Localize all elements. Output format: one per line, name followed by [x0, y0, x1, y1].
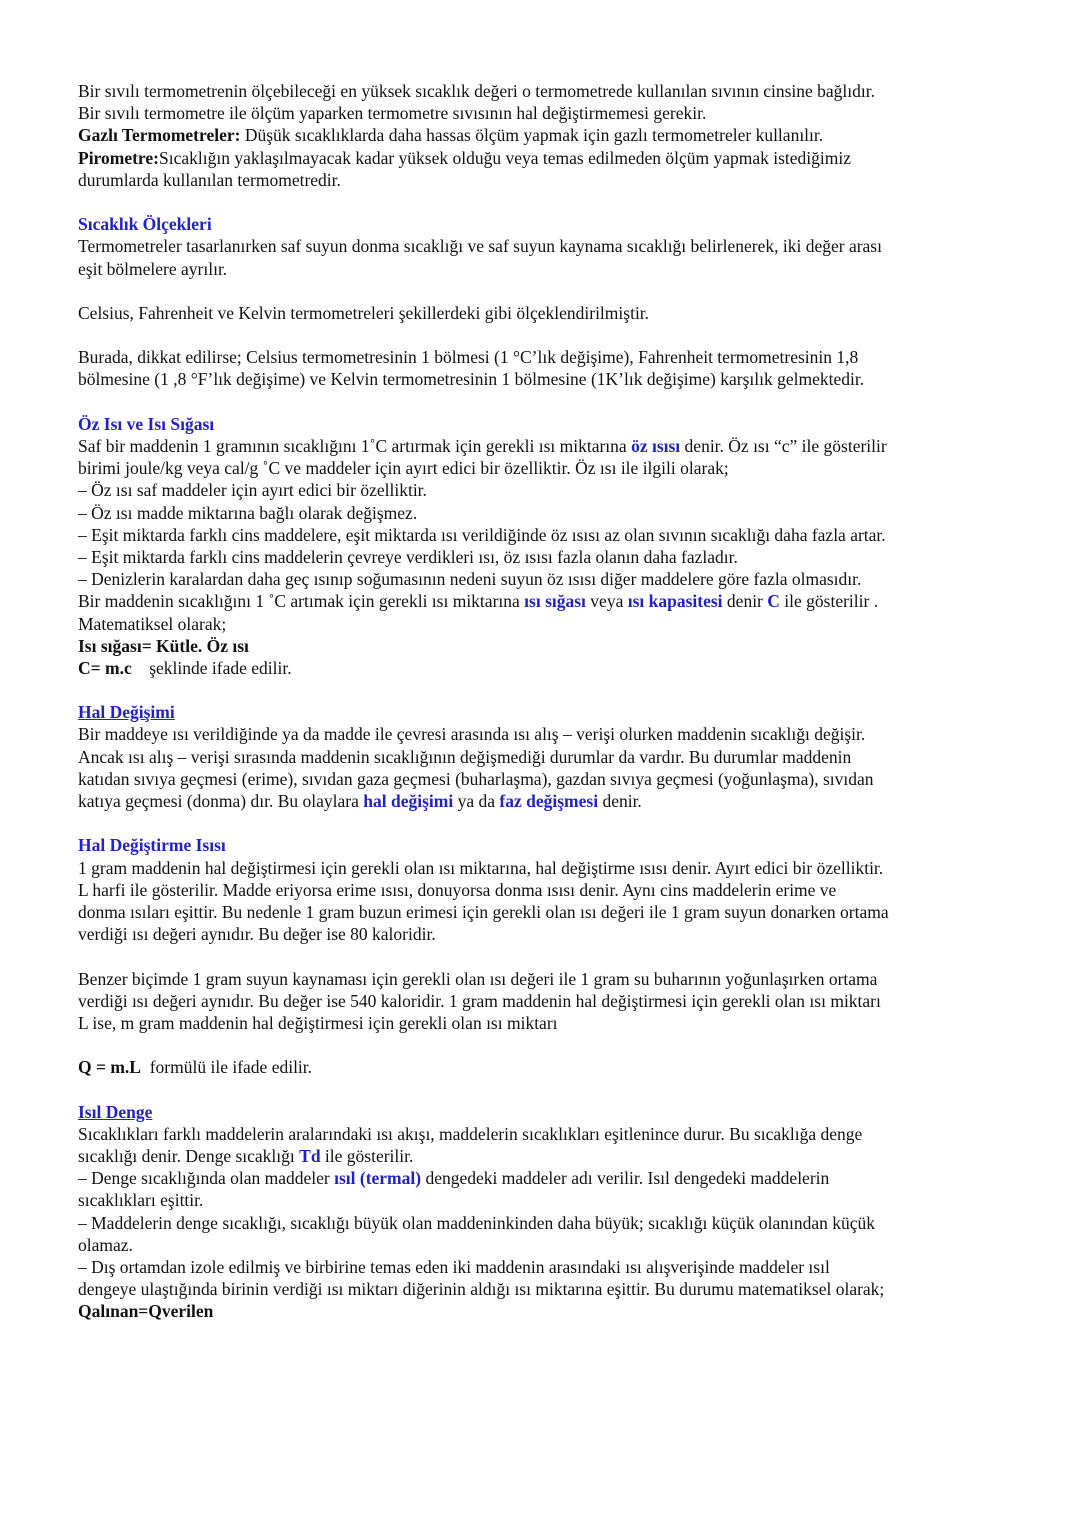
text-line-run: Bir sıvılı termometrenin ölçebileceği en yüksek sıcaklık değeri o termometrede kullanılan sıvının cinsine bağlıdır. — [78, 81, 876, 101]
text-line-run: L harfi ile gösterilir. Madde eriyorsa erime ısısı, donuyorsa donma ısısı denir. Aynı cins maddelerin erime ve — [78, 879, 837, 900]
text-line-run: denir. — [598, 791, 642, 811]
text-line-run: Düşük sıcaklıklarda daha hassas ölçüm yapmak için gazlı termometreler kullanılır. — [240, 125, 824, 146]
text-line — [78, 546, 1010, 568]
text-line-run: – Maddelerin denge sıcaklığı, sıcaklığı büyük olan maddeninkinden daha büyük; sıcaklığı küçük olanından küçük — [78, 1212, 876, 1233]
text-line-run: sıcaklığı denir. Denge sıcaklığı — [78, 1146, 300, 1166]
heading-oz-isi-ve-isi-sigasi — [78, 413, 1010, 435]
text-line-run: – Denge sıcaklığında olan maddeler — [78, 1168, 335, 1189]
text-line — [78, 790, 1010, 812]
text-line — [78, 613, 1010, 635]
text-line — [78, 169, 1010, 191]
text-line-run: – Öz ısı saf maddeler için ayırt edici bir özelliktir. — [78, 480, 427, 501]
text-line — [78, 479, 1010, 501]
text-line-run: öz ısısı — [631, 436, 681, 456]
text-line — [78, 502, 1010, 524]
text-line-run: ısı sığası — [524, 591, 586, 612]
heading-isil-denge-run: Isıl Denge — [78, 1101, 153, 1122]
text-line-run: ısıl (termal) — [334, 1168, 422, 1189]
text-line — [78, 968, 1010, 990]
text-line — [78, 147, 1010, 169]
text-line-run: Bir maddeye ısı verildiğinde ya da madde ile çevresi arasında ısı alış – verişi olurken maddenin sıcaklığı değişir. — [78, 724, 866, 745]
text-line — [78, 1145, 1010, 1167]
text-line — [78, 435, 1010, 457]
text-line-run: dengeye ulaştığında birinin verdiği ısı miktarı diğerinin aldığı ısı miktarına eşittir. Bu durumu matematiksel olarak; — [78, 1279, 885, 1300]
text-line — [78, 768, 1010, 790]
blank-line — [78, 324, 1010, 346]
blank-line — [78, 391, 1010, 413]
text-line — [78, 457, 1010, 479]
text-line-run: veya — [585, 591, 628, 612]
text-line — [78, 80, 1010, 102]
text-line-run: – Dış ortamdan izole edilmiş ve birbirine temas eden iki maddenin arasındaki ısı alışverişinde maddeler ısıl — [78, 1256, 830, 1277]
text-line-run: Bir maddenin sıcaklığını 1 ˚C artımak için gerekli ısı miktarına — [78, 591, 525, 612]
text-line — [78, 124, 1010, 146]
text-line-run: Burada, dikkat edilirse; Celsius termometresinin 1 bölmesi (1 °C’lık değişime), Fahrenheit termometresinin 1,8 — [78, 347, 859, 368]
text-line — [78, 102, 1010, 124]
text-line — [78, 1167, 1010, 1189]
heading-sicaklik-olcekleri-run: Sıcaklık Ölçekleri — [78, 214, 212, 235]
text-line — [78, 990, 1010, 1012]
text-line — [78, 1212, 1010, 1234]
blank-line — [78, 812, 1010, 834]
formula-line-run: formülü ile ifade edilir. — [140, 1057, 313, 1078]
text-line-run: donma ısıları eşittir. Bu nedenle 1 gram buzun erimesi için gerekli olan ısı değeri ile 1 gram suyun donarken ortama — [78, 901, 889, 922]
text-line-run: eşit bölmelere ayrılır. — [78, 258, 228, 279]
blank-line — [78, 1034, 1010, 1056]
blank-line — [78, 280, 1010, 302]
text-line-run: verdiği ısı değeri aynıdır. Bu değer ise 80 kaloridir. — [78, 924, 436, 945]
formula-line — [78, 635, 1010, 657]
text-line — [78, 1189, 1010, 1211]
text-line-run: bölmesine (1 ,8 °F’lık değişime) ve Kelvin termometresinin 1 bölmesine (1K’lık değişime) karşılık gelmektedir. — [78, 369, 865, 390]
text-line — [78, 923, 1010, 945]
heading-sicaklik-olcekleri — [78, 213, 1010, 235]
heading-hal-degistirme-isisi-run: Hal Değiştirme Isısı — [78, 835, 226, 856]
text-line-run: Termometreler tasarlanırken saf suyun donma sıcaklığı ve saf suyun kaynama sıcaklığı belirlenerek, iki değer arası — [78, 236, 882, 257]
text-line-run: Gazlı Termometreler: — [78, 125, 241, 146]
heading-oz-isi-ve-isi-sigasi-run: Öz Isı ve Isı Sığası — [78, 413, 215, 434]
heading-hal-degisimi-run: Hal Değişimi — [78, 702, 175, 723]
text-line — [78, 901, 1010, 923]
text-line-run: birimi joule/kg veya cal/g ˚C ve maddeler için ayırt edici bir özelliktir. Öz ısı ile ilgili olarak; — [78, 458, 729, 479]
text-line-run: denir. Öz ısı “c” ile gösterilir — [680, 436, 887, 456]
text-line-run: durumlarda kullanılan termometredir. — [78, 169, 341, 190]
text-line-run: C — [767, 591, 780, 612]
text-line — [78, 346, 1010, 368]
text-line-run: Benzer biçimde 1 gram suyun kaynaması için gerekli olan ısı değeri ile 1 gram su buharının yoğunlaşırken ortama — [78, 968, 878, 989]
heading-hal-degisimi — [78, 701, 1010, 723]
text-line-run: faz değişmesi — [499, 791, 599, 811]
text-line-run: ya da — [453, 791, 500, 811]
blank-line — [78, 679, 1010, 701]
text-line-run: 1 gram maddenin hal değiştirmesi için gerekli olan ısı miktarına, hal değiştirme ısısı denir. Ayırt edici bir özelliktir. — [78, 857, 884, 878]
text-line — [78, 1278, 1010, 1300]
text-line — [78, 568, 1010, 590]
text-line-run: Pirometre: — [78, 147, 159, 168]
text-line-run: Matematiksel olarak; — [78, 613, 227, 634]
text-line — [78, 235, 1010, 257]
text-line-run: hal değişimi — [363, 791, 454, 811]
text-line — [78, 857, 1010, 879]
text-line-run: Ancak ısı alış – verişi sırasında maddenin sıcaklığının değişmediği durumlar da vardır. Bu durumlar maddenin — [78, 746, 852, 767]
text-line — [78, 258, 1010, 280]
blank-line — [78, 1078, 1010, 1100]
text-line — [78, 368, 1010, 390]
formula-line-run: Isı sığası= Kütle. Öz ısı — [78, 635, 249, 656]
formula-line-run: Qalınan=Qverilen — [78, 1301, 214, 1322]
formula-line-run: şeklinde ifade edilir. — [131, 657, 292, 678]
text-line-run: Saf bir maddenin 1 gramının sıcaklığını 1˚C artırmak için gerekli ısı miktarına — [78, 436, 632, 456]
text-line-run: katıya geçmesi (donma) dır. Bu olaylara — [78, 791, 364, 811]
text-line-run: Sıcaklığın yaklaşılmayacak kadar yüksek olduğu veya temas edilmeden ölçüm yapmak istediğimiz — [158, 147, 852, 168]
text-line — [78, 1012, 1010, 1034]
text-line — [78, 1256, 1010, 1278]
text-line — [78, 302, 1010, 324]
text-line-run: – Denizlerin karalardan daha geç ısınıp soğumasının nedeni suyun öz ısısı diğer maddelere göre fazla olmasıdır. — [78, 569, 862, 590]
text-line-run: L ise, m gram maddenin hal değiştirmesi için gerekli olan ısı miktarı — [78, 1012, 558, 1033]
formula-line — [78, 1056, 1010, 1078]
text-line-run: denir — [722, 591, 768, 612]
text-line-run: Bir sıvılı termometre ile ölçüm yaparken termometre sıvısının hal değiştirmemesi gerekir. — [78, 103, 707, 124]
text-line — [78, 524, 1010, 546]
text-line-run: ısı kapasitesi — [627, 591, 723, 612]
text-line-run: – Eşit miktarda farklı cins maddelerin çevreye verdikleri ısı, öz ısısı fazla olanın daha fazladır. — [78, 546, 738, 567]
document-body — [78, 80, 1010, 1323]
heading-hal-degistirme-isisi — [78, 834, 1010, 856]
text-line-run: ile gösterilir. — [320, 1146, 414, 1166]
text-line — [78, 590, 1010, 612]
text-line-run: Sıcaklıkları farklı maddelerin aralarındaki ısı akışı, maddelerin sıcaklıkları eşitlenince durur. Bu sıcaklığa denge — [78, 1123, 863, 1144]
blank-line — [78, 945, 1010, 967]
formula-line-run: C= m.c — [78, 657, 132, 678]
text-line — [78, 723, 1010, 745]
formula-line — [78, 1300, 1010, 1322]
text-line — [78, 1123, 1010, 1145]
text-line-run: ile gösterilir . — [779, 591, 879, 612]
text-line — [78, 746, 1010, 768]
text-line-run: olamaz. — [78, 1234, 133, 1255]
text-line-run: – Eşit miktarda farklı cins maddelere, eşit miktarda ısı verildiğinde öz ısısı az olan sıvının sıcaklığı daha fazla artar. — [78, 524, 886, 545]
text-line-run: dengedeki maddeler adı verilir. Isıl dengedeki maddelerin — [421, 1168, 830, 1189]
text-line-run: Td — [299, 1146, 321, 1166]
text-line — [78, 879, 1010, 901]
heading-isil-denge — [78, 1101, 1010, 1123]
text-line-run: Celsius, Fahrenheit ve Kelvin termometreleri şekillerdeki gibi ölçeklendirilmiştir. — [78, 302, 650, 323]
text-line-run: verdiği ısı değeri aynıdır. Bu değer ise 540 kaloridir. 1 gram maddenin hal değiştirmesi için gerekli olan ısı miktarı — [78, 990, 881, 1011]
text-line — [78, 1234, 1010, 1256]
formula-line — [78, 657, 1010, 679]
formula-line-run: Q = m.L — [78, 1057, 141, 1078]
text-line-run: katıdan sıvıya geçmesi (erime), sıvıdan gaza geçmesi (buharlaşma), gazdan sıvıya geçmesi (yoğunlaşma), sıvıdan — [78, 768, 874, 789]
blank-line — [78, 191, 1010, 213]
text-line-run: sıcaklıkları eşittir. — [78, 1190, 204, 1211]
text-line-run: – Öz ısı madde miktarına bağlı olarak değişmez. — [78, 502, 418, 523]
